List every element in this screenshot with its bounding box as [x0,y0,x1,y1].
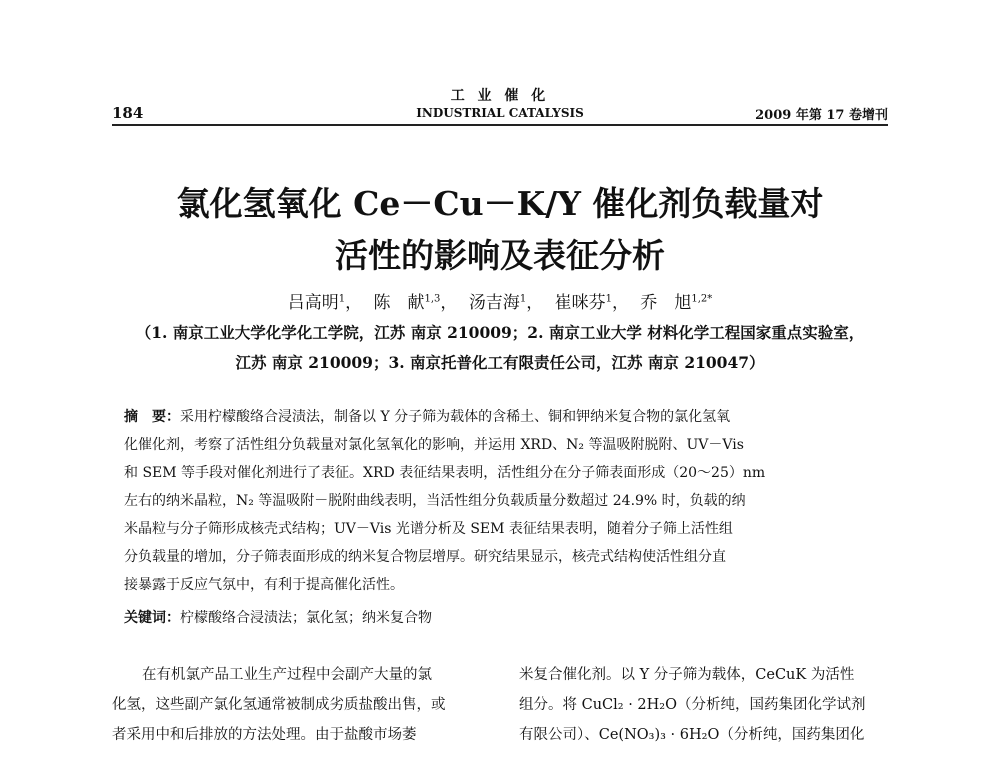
issue-info: 2009 年第 17 卷增刊 [755,108,888,123]
abstract-line: 接暴露于反应气氛中，有利于提高催化活性。 [124,577,404,593]
affiliation-line: （1. 南京工业大学化学化工学院，江苏 南京 210009；2. 南京工业大学 材料化学工程国家重点实验室， [135,323,865,342]
abstract [124,403,876,599]
author: 陈 献$^{1,3}$， [373,292,458,313]
abstract-line: 左右的纳米晶粒，N₂ 等温吸附－脱附曲线表明，当活性组分负载质量分数超过 24.9% 时，负载的纳 [124,493,746,509]
author: 崔咪芬$^1$， [554,292,629,313]
author: 汤吉海$^1$， [468,292,544,313]
body-line: 组分。将 CuCl₂ · 2H₂O（分析纯，国药集团化学试剂 [519,697,866,713]
running-header [112,88,888,122]
abstract-label: 摘 要： [124,409,180,425]
title-line-1: 氯化氢氧化 Ce－Cu－K/Y 催化剂负载量对 [176,184,824,223]
abstract-line: 摘 要：采用柠檬酸络合浸渍法，制备以 Y 分子筛为载体的含稀土、铜和钾纳米复合物的氯化氢氧 [124,409,731,425]
author: 吕高明$^1$， [287,292,363,313]
header-rule [112,124,888,126]
abstract-line: 和 SEM 等手段对催化剂进行了表征。XRD 表征结果表明，活性组分在分子筛表面形成（20～25）nm [124,465,766,481]
body-column-left [112,660,487,750]
body-line: 者采用中和后排放的方法处理。由于盐酸市场萎 [112,727,417,743]
journal-name-chinese: 工 业 催 化 [450,88,550,104]
affiliations [100,318,900,378]
keywords-label: 关键词： [124,610,180,626]
body-line: 化氢，这些副产氯化氢通常被制成劣质盐酸出售，或 [112,697,446,713]
journal-name-english: INDUSTRIAL CATALYSIS [416,106,584,120]
paper-title [0,178,1000,282]
page-number: 184 [112,104,144,122]
keywords-text: 柠檬酸络合浸渍法；氯化氢；纳米复合物 [180,610,432,626]
keywords [124,604,876,632]
body-line: 在有机氯产品工业生产过程中会副产大量的氯 [142,667,432,683]
abstract-line: 化催化剂，考察了活性组分负载量对氯化氢氧化的影响，并运用 XRD、N₂ 等温吸附脱附、UV－Vis [124,437,744,453]
title-line-2: 活性的影响及表征分析 [335,236,665,275]
body-line: 有限公司）、Ce(NO₃)₃ · 6H₂O（分析纯，国药集团化 [519,727,865,743]
abstract-line: 米晶粒与分子筛形成核壳式结构；UV－Vis 光谱分析及 SEM 表征结果表明，随着分子筛上活性组 [124,521,733,537]
abstract-line: 分负载量的增加，分子筛表面形成的纳米复合物层增厚。研究结果显示，核壳式结构使活性组分直 [124,549,726,565]
body-column-right [519,660,899,750]
affiliation-line: 江苏 南京 210009；3. 南京托普化工有限责任公司，江苏 南京 210047） [235,353,765,372]
body-line: 米复合催化剂。以 Y 分子筛为载体，CeCuK 为活性 [519,667,855,683]
author: 乔 旭$^{1,2*}$ [640,292,713,313]
author-list [0,287,1000,315]
